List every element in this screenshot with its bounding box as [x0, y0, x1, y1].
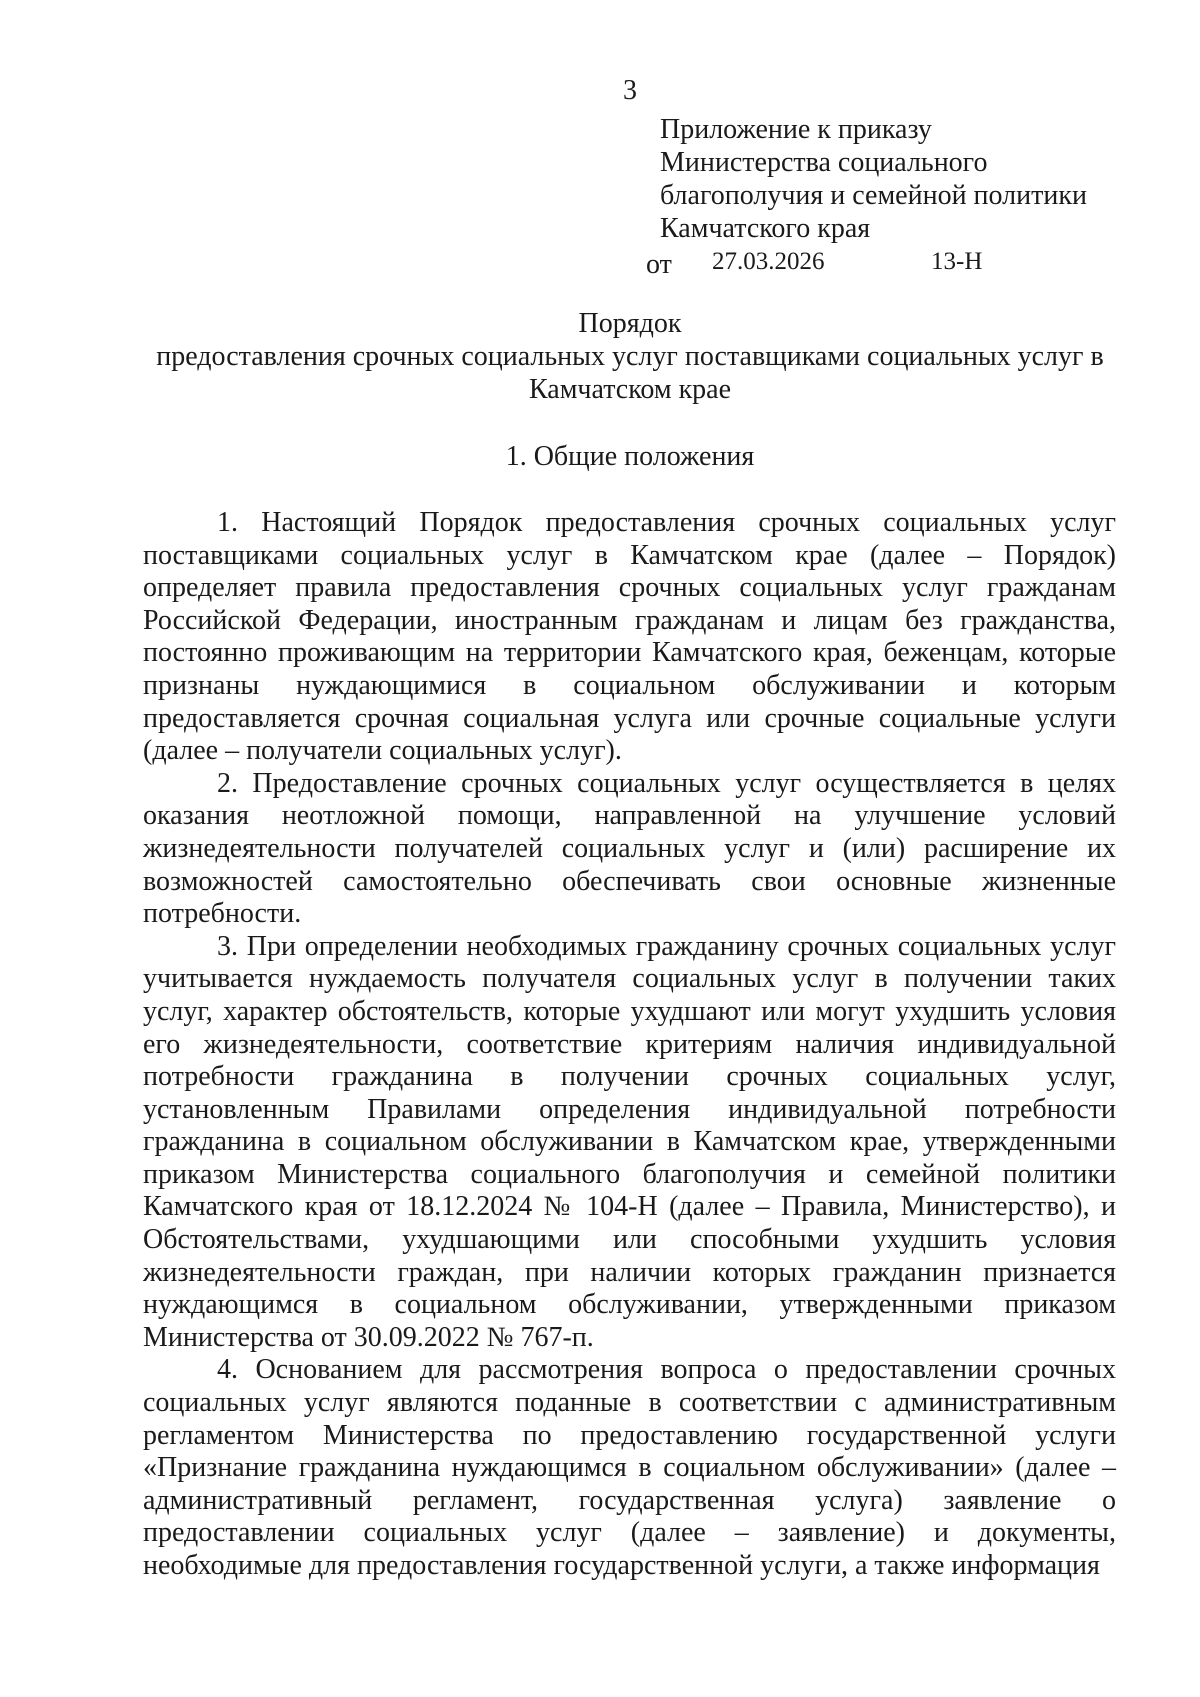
order-date: 27.03.2026: [712, 248, 825, 275]
appendix-line: благополучия и семейной политики: [660, 180, 1087, 211]
appendix-line: Приложение к приказу: [660, 114, 932, 145]
appendix-line: Министерства социального: [660, 147, 988, 178]
appendix-header: [660, 113, 1087, 245]
order-number: 13-Н: [931, 248, 983, 275]
title-line: предоставления срочных социальных услуг поставщиками социальных услуг в: [156, 341, 1104, 372]
title-line: Камчатском крае: [528, 374, 732, 405]
page-number: 3: [623, 75, 637, 106]
paragraph: 2. Предоставление срочных социальных услуг осуществляется в целях оказания неотложной помощи, направленной на улучшение условий жизнедеятельности получателей социальных услуг и (или) расширение их возможностей самостоятельно обеспечивать свои основные жизненные потребности.: [143, 767, 1116, 930]
appendix-line: Камчатского края: [660, 213, 871, 244]
body-text: [143, 507, 1116, 1583]
paragraph: 4. Основанием для рассмотрения вопроса о предоставлении срочных социальных услуг являются поданные в соответствии с административным регламентом Министерства по предоставлению государственной услуги «Признание гражданина нуждающимся в социальном обслуживании» (далее – административный регламент, государственная услуга) заявление о предоставлении социальных услуг (далее – заявление) и документы, необходимые для предоставления государственной услуги, а также информация: [143, 1354, 1116, 1581]
section-heading: 1. Общие положения: [505, 441, 755, 472]
document-title: [140, 307, 1120, 406]
paragraph: 1. Настоящий Порядок предоставления срочных социальных услуг поставщиками социальных услуг в Камчатском крае (далее – Порядок) определяет правила предоставления срочных социальных услуг гражданам Российской Федерации, иностранным гражданам и лицам без гражданства, постоянно проживающим на территории Камчатского края, беженцам, которые признаны нуждающимися в социальном обслуживании и которым предоставляется срочная социальная услуга или срочные социальные услуги (далее – получатели социальных услуг).: [143, 507, 1116, 767]
title-line: Порядок: [578, 308, 682, 339]
paragraph: 3. При определении необходимых гражданину срочных социальных услуг учитывается нуждаемость получателя социальных услуг в получении таких услуг, характер обстоятельств, которые ухудшают или могут ухудшить условия его жизнедеятельности, соответствие критериям наличия индивидуальной потребности гражданина в получении срочных социальных услуг, установленным Правилами определения индивидуальной потребности гражданина в социальном обслуживании в Камчатском крае, утвержденными приказом Министерства социального благополучия и семейной политики Камчатского края от 18.12.2024 № 104-Н (далее – Правила, Министерство), и Обстоятельствами, ухудшающими или способными ухудшить условия жизнедеятельности граждан, при наличии которых гражданин признается нуждающимся в социальном обслуживании, утвержденными приказом Министерства от 30.09.2022 № 767-п.: [143, 930, 1116, 1353]
order-prefix: от: [646, 249, 672, 280]
